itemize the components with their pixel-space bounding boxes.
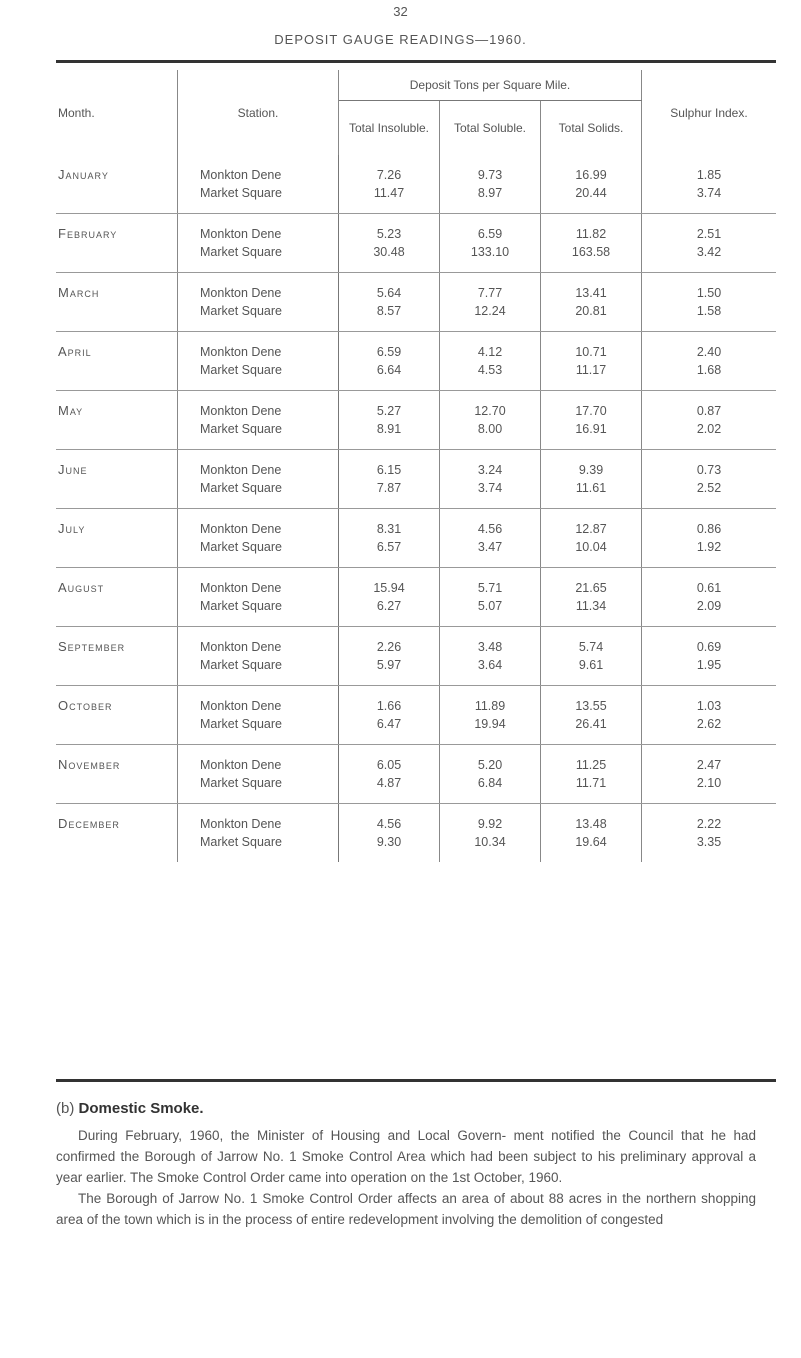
month-cell — [56, 656, 178, 686]
table-row — [56, 715, 776, 745]
total-soluble-cell: 9.92 — [440, 804, 541, 834]
total-insoluble-cell: 6.15 — [339, 450, 440, 480]
total-insoluble-cell: 6.05 — [339, 745, 440, 775]
total-solids-cell: 11.82 — [541, 214, 642, 244]
total-insoluble-cell: 4.56 — [339, 804, 440, 834]
total-solids-cell: 11.17 — [541, 361, 642, 391]
total-solids-cell: 13.48 — [541, 804, 642, 834]
header-total-soluble: Total Soluble. — [440, 101, 541, 156]
section-heading — [56, 1100, 756, 1117]
table-row — [56, 538, 776, 568]
station-cell: Market Square — [178, 361, 339, 391]
month-cell — [56, 420, 178, 450]
sulphur-index-cell: 0.86 — [696, 522, 722, 536]
total-insoluble-cell: 6.59 — [339, 332, 440, 362]
table-row — [56, 804, 776, 834]
month-name: July — [58, 521, 86, 536]
table-row — [56, 420, 776, 450]
total-soluble-cell: 10.34 — [440, 833, 541, 862]
sulphur-index-cell: 2.47 — [696, 758, 722, 772]
total-insoluble-cell: 2.26 — [339, 627, 440, 657]
sulphur-index-cell: 0.69 — [696, 640, 722, 654]
total-insoluble-cell: 5.27 — [339, 391, 440, 421]
month-cell — [56, 243, 178, 273]
total-insoluble-cell: 7.87 — [339, 479, 440, 509]
table-row — [56, 656, 776, 686]
total-solids-cell: 13.55 — [541, 686, 642, 716]
month-name: September — [58, 639, 126, 654]
total-soluble-cell: 12.70 — [440, 391, 541, 421]
table-row — [56, 243, 776, 273]
total-soluble-cell: 19.94 — [440, 715, 541, 745]
table-row — [56, 155, 776, 184]
total-soluble-cell: 6.84 — [440, 774, 541, 804]
station-cell: Market Square — [178, 302, 339, 332]
month-name: May — [58, 403, 84, 418]
sulphur-index-cell: 1.68 — [642, 361, 777, 391]
station-cell: Monkton Dene — [178, 568, 339, 598]
sulphur-index-cell: 2.62 — [642, 715, 777, 745]
sulphur-index-cell: 2.51 — [696, 227, 722, 241]
station-cell: Monkton Dene — [178, 509, 339, 539]
total-solids-cell: 21.65 — [541, 568, 642, 598]
table-row — [56, 479, 776, 509]
total-insoluble-cell: 7.26 — [339, 155, 440, 184]
sulphur-index-cell: 2.09 — [642, 597, 777, 627]
total-soluble-cell: 8.00 — [440, 420, 541, 450]
total-insoluble-cell: 5.23 — [339, 214, 440, 244]
total-soluble-cell: 9.73 — [440, 155, 541, 184]
month-name: December — [58, 816, 120, 831]
total-insoluble-cell: 5.64 — [339, 273, 440, 303]
month-cell — [56, 538, 178, 568]
table-bottom-rule — [56, 1079, 776, 1082]
sulphur-index-cell: 2.22 — [696, 817, 722, 831]
total-insoluble-cell: 1.66 — [339, 686, 440, 716]
station-cell: Market Square — [178, 184, 339, 214]
station-cell: Monkton Dene — [178, 155, 339, 184]
table-row — [56, 568, 776, 598]
total-soluble-cell: 5.20 — [440, 745, 541, 775]
total-solids-cell: 163.58 — [541, 243, 642, 273]
total-insoluble-cell: 8.31 — [339, 509, 440, 539]
total-solids-cell: 9.39 — [541, 450, 642, 480]
sulphur-index-cell: 1.92 — [642, 538, 777, 568]
month-cell — [56, 214, 178, 244]
total-insoluble-cell: 6.64 — [339, 361, 440, 391]
total-solids-cell: 11.71 — [541, 774, 642, 804]
paragraph: The Borough of Jarrow No. 1 Smoke Control Order affects an area of about 88 acres in the northern shopping area of the town which is in the process of entire redevelopment involving the demolition of congested — [56, 1191, 756, 1227]
station-cell: Monkton Dene — [178, 391, 339, 421]
station-cell: Market Square — [178, 597, 339, 627]
table-row — [56, 627, 776, 657]
total-insoluble-cell: 8.91 — [339, 420, 440, 450]
total-solids-cell: 17.70 — [541, 391, 642, 421]
sulphur-index-cell: 1.03 — [696, 699, 722, 713]
header-month: Month. — [56, 70, 178, 155]
sulphur-index-cell: 1.50 — [696, 286, 722, 300]
month-cell — [56, 302, 178, 332]
station-cell: Monkton Dene — [178, 332, 339, 362]
month-cell — [56, 509, 178, 539]
station-cell: Market Square — [178, 715, 339, 745]
header-sulphur-index: Sulphur Index. — [670, 105, 748, 120]
station-cell: Market Square — [178, 243, 339, 273]
month-cell — [56, 568, 178, 598]
station-cell: Monkton Dene — [178, 450, 339, 480]
sulphur-index-cell: 2.10 — [642, 774, 777, 804]
total-soluble-cell: 3.74 — [440, 479, 541, 509]
sulphur-index-cell: 2.02 — [642, 420, 777, 450]
table-row — [56, 774, 776, 804]
sulphur-index-cell: 0.61 — [696, 581, 722, 595]
table-row — [56, 214, 776, 244]
station-cell: Market Square — [178, 774, 339, 804]
station-cell: Market Square — [178, 420, 339, 450]
month-name: March — [58, 285, 100, 300]
total-insoluble-cell: 11.47 — [339, 184, 440, 214]
month-cell — [56, 597, 178, 627]
table-body — [56, 155, 776, 862]
page-title: DEPOSIT GAUGE READINGS—1960. — [274, 32, 527, 47]
station-cell: Market Square — [178, 538, 339, 568]
total-insoluble-cell: 30.48 — [339, 243, 440, 273]
month-name: August — [58, 580, 105, 595]
total-soluble-cell: 5.07 — [440, 597, 541, 627]
month-cell — [56, 745, 178, 775]
total-solids-cell: 11.25 — [541, 745, 642, 775]
total-soluble-cell: 8.97 — [440, 184, 541, 214]
table-row — [56, 184, 776, 214]
month-cell — [56, 686, 178, 716]
sulphur-index-cell: 3.42 — [642, 243, 777, 273]
total-soluble-cell: 4.53 — [440, 361, 541, 391]
month-cell — [56, 804, 178, 834]
total-soluble-cell: 3.47 — [440, 538, 541, 568]
month-name: June — [58, 462, 88, 477]
total-solids-cell: 5.74 — [541, 627, 642, 657]
total-insoluble-cell: 5.97 — [339, 656, 440, 686]
month-cell — [56, 184, 178, 214]
station-cell: Monkton Dene — [178, 745, 339, 775]
deposit-gauge-table — [56, 70, 776, 862]
table-row — [56, 597, 776, 627]
total-solids-cell: 20.81 — [541, 302, 642, 332]
total-soluble-cell: 3.64 — [440, 656, 541, 686]
total-soluble-cell: 5.71 — [440, 568, 541, 598]
total-insoluble-cell: 8.57 — [339, 302, 440, 332]
sulphur-index-cell: 2.52 — [642, 479, 777, 509]
total-soluble-cell: 6.59 — [440, 214, 541, 244]
sulphur-index-cell: 1.95 — [642, 656, 777, 686]
month-name: November — [58, 757, 121, 772]
total-solids-cell: 20.44 — [541, 184, 642, 214]
station-cell: Monkton Dene — [178, 804, 339, 834]
header-total-insoluble: Total Insoluble. — [339, 101, 440, 156]
total-solids-cell: 10.04 — [541, 538, 642, 568]
month-cell — [56, 479, 178, 509]
table-row — [56, 361, 776, 391]
total-insoluble-cell: 15.94 — [339, 568, 440, 598]
month-cell — [56, 833, 178, 862]
month-cell — [56, 361, 178, 391]
month-cell — [56, 391, 178, 421]
month-cell — [56, 273, 178, 303]
total-solids-cell: 26.41 — [541, 715, 642, 745]
total-solids-cell: 16.99 — [541, 155, 642, 184]
header-deposit-group: Deposit Tons per Square Mile. — [339, 70, 642, 101]
sulphur-index-cell: 3.35 — [696, 835, 722, 849]
sulphur-index-cell: 1.85 — [696, 168, 722, 182]
total-insoluble-cell: 6.27 — [339, 597, 440, 627]
total-solids-cell: 11.34 — [541, 597, 642, 627]
station-cell: Monkton Dene — [178, 627, 339, 657]
total-insoluble-cell: 6.57 — [339, 538, 440, 568]
sulphur-index-cell: 2.40 — [696, 345, 722, 359]
total-soluble-cell: 7.77 — [440, 273, 541, 303]
table-row — [56, 302, 776, 332]
total-insoluble-cell: 4.87 — [339, 774, 440, 804]
table-row — [56, 332, 776, 362]
month-name: April — [58, 344, 92, 359]
header-station: Station. — [178, 70, 339, 155]
total-insoluble-cell: 9.30 — [339, 833, 440, 862]
table-row — [56, 450, 776, 480]
sulphur-index-cell: 3.74 — [642, 184, 777, 214]
domestic-smoke-section — [56, 1100, 756, 1230]
total-solids-cell: 13.41 — [541, 273, 642, 303]
page-number: 32 — [393, 4, 408, 19]
month-cell — [56, 774, 178, 804]
total-solids-cell: 12.87 — [541, 509, 642, 539]
table-row — [56, 686, 776, 716]
table-row — [56, 833, 776, 862]
month-cell — [56, 155, 178, 184]
section-title: Domestic Smoke. — [78, 1100, 204, 1117]
station-cell: Monkton Dene — [178, 273, 339, 303]
total-solids-cell: 10.71 — [541, 332, 642, 362]
sulphur-index-cell: 1.58 — [642, 302, 777, 332]
station-cell: Market Square — [178, 656, 339, 686]
total-soluble-cell: 11.89 — [440, 686, 541, 716]
month-cell — [56, 715, 178, 745]
sulphur-index-cell: 0.73 — [696, 463, 722, 477]
month-name: January — [58, 167, 109, 182]
total-soluble-cell: 3.24 — [440, 450, 541, 480]
total-solids-cell: 11.61 — [541, 479, 642, 509]
total-soluble-cell: 4.12 — [440, 332, 541, 362]
total-solids-cell: 19.64 — [541, 833, 642, 862]
table-row — [56, 509, 776, 539]
table-row — [56, 745, 776, 775]
paragraph: During February, 1960, the Minister of Housing and Local Govern- ment notified the Council that he had confirmed the Borough of Jarrow No. 1 Smoke Control Area which had been subject to his preliminary approval a year earlier. The Smoke Control Order came into operation on the 1st October, 1960. — [56, 1128, 756, 1185]
total-soluble-cell: 12.24 — [440, 302, 541, 332]
total-insoluble-cell: 6.47 — [339, 715, 440, 745]
section-label: (b) — [56, 1100, 75, 1117]
total-soluble-cell: 133.10 — [440, 243, 541, 273]
month-name: February — [58, 226, 118, 241]
total-solids-cell: 9.61 — [541, 656, 642, 686]
table-row — [56, 391, 776, 421]
month-name: October — [58, 698, 113, 713]
total-soluble-cell: 3.48 — [440, 627, 541, 657]
station-cell: Monkton Dene — [178, 214, 339, 244]
station-cell: Monkton Dene — [178, 686, 339, 716]
station-cell: Market Square — [178, 833, 339, 862]
table-row — [56, 273, 776, 303]
sulphur-index-cell: 0.87 — [696, 404, 722, 418]
month-cell — [56, 332, 178, 362]
month-cell — [56, 627, 178, 657]
total-soluble-cell: 4.56 — [440, 509, 541, 539]
header-total-solids: Total Solids. — [541, 101, 642, 156]
total-solids-cell: 16.91 — [541, 420, 642, 450]
table-top-rule — [56, 60, 776, 63]
month-cell — [56, 450, 178, 480]
station-cell: Market Square — [178, 479, 339, 509]
